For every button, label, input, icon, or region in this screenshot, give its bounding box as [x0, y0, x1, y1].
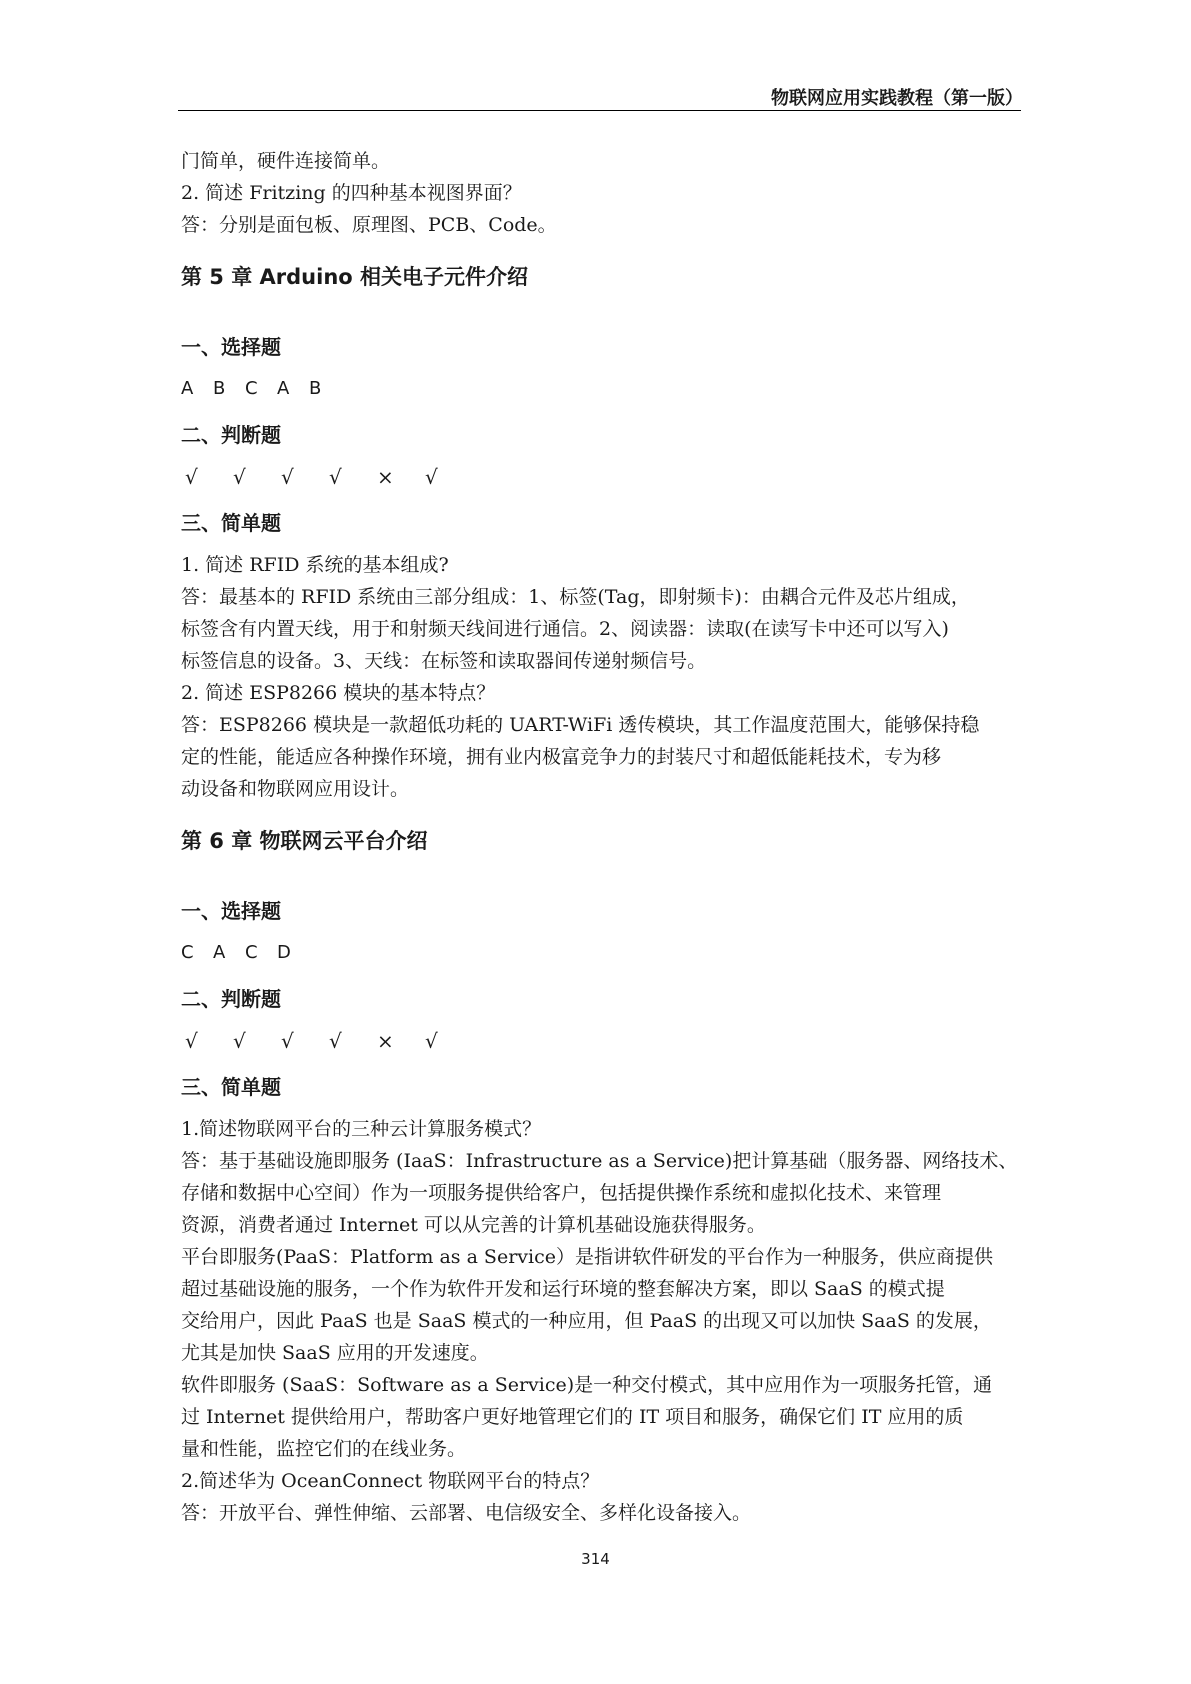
ch5-judge-heading: 二、判断题	[181, 423, 281, 447]
running-header-title: 物联网应用实践教程（第一版）	[771, 88, 1023, 109]
judge-mark: √	[425, 1029, 438, 1053]
ch6-short-line: 超过基础设施的服务，一个作为软件开发和运行环境的整套解决方案，即以 SaaS 的模式提	[181, 1278, 945, 1300]
judge-mark: √	[185, 1029, 198, 1053]
judge-mark: √	[233, 465, 246, 489]
judge-mark: √	[329, 1029, 342, 1053]
ch6-short-line: 答：开放平台、弹性伸缩、云部署、电信级安全、多样化设备接入。	[181, 1502, 752, 1524]
answer-item: A	[213, 942, 226, 963]
ch5-short-line: 定的性能，能适应各种操作环境，拥有业内极富竞争力的封装尺寸和超低能耗技术，专为移	[181, 746, 942, 768]
ch6-short-line: 量和性能，监控它们的在线业务。	[181, 1438, 467, 1460]
answer-item: C	[181, 942, 194, 963]
page-number: 314	[581, 1550, 610, 1568]
ch5-choice-heading: 一、选择题	[181, 335, 281, 359]
answer-item: B	[309, 378, 322, 399]
ch6-short-line: 尤其是加快 SaaS 应用的开发速度。	[181, 1342, 489, 1364]
ch5-short-line: 答：ESP8266 模块是一款超低功耗的 UART-WiFi 透传模块，其工作温度范围大，能够保持稳	[181, 714, 980, 736]
ch6-choice-answers	[181, 937, 1021, 969]
ch6-short-line: 2.简述华为 OceanConnect 物联网平台的特点？	[181, 1470, 600, 1492]
ch6-short-heading: 三、简单题	[181, 1075, 281, 1099]
answer-item: A	[277, 378, 290, 399]
ch6-short-line: 资源，消费者通过 Internet 可以从完善的计算机基础设施获得服务。	[181, 1214, 766, 1236]
ch5-short-line: 标签含有内置天线，用于和射频天线间进行通信。2、阅读器：读取(在读写卡中还可以写入)	[181, 618, 949, 640]
ch6-short-line: 1.简述物联网平台的三种云计算服务模式？	[181, 1118, 542, 1140]
judge-mark: √	[233, 1029, 246, 1053]
ch5-judge-answers	[185, 461, 1021, 493]
ch5-short-line: 标签信息的设备。3、天线：在标签和读取器间传递射频信号。	[181, 650, 707, 672]
ch6-short-line: 存储和数据中心空间）作为一项服务提供给客户，包括提供操作系统和虚拟化技术、来管理	[181, 1182, 942, 1204]
answer-item: B	[213, 378, 226, 399]
ch6-judge-heading: 二、判断题	[181, 987, 281, 1011]
judge-mark: √	[281, 1029, 294, 1053]
header-rule	[178, 110, 1021, 111]
intro-line: 门简单，硬件连接简单。	[181, 150, 391, 172]
intro-line: 答：分别是面包板、原理图、PCB、Code。	[181, 214, 557, 236]
answer-item: C	[245, 942, 258, 963]
judge-mark: √	[329, 465, 342, 489]
ch5-short-line: 1. 简述 RFID 系统的基本组成?	[181, 554, 449, 576]
judge-mark: √	[281, 465, 294, 489]
ch5-short-line: 答：最基本的 RFID 系统由三部分组成：1、标签(Tag，即射频卡)：由耦合元件及芯片组成，	[181, 586, 970, 608]
answer-item: C	[245, 378, 258, 399]
ch5-short-line: 2. 简述 ESP8266 模块的基本特点？	[181, 682, 496, 704]
ch6-choice-heading: 一、选择题	[181, 899, 281, 923]
judge-mark: √	[185, 465, 198, 489]
ch6-judge-answers	[185, 1025, 1021, 1057]
judge-mark: √	[425, 465, 438, 489]
intro-line: 2. 简述 Fritzing 的四种基本视图界面？	[181, 182, 522, 204]
judge-mark: ×	[377, 465, 394, 489]
ch6-short-line: 软件即服务 (SaaS：Software as a Service)是一种交付模式，其中应用作为一项服务托管，通	[181, 1374, 993, 1396]
chapter-6-title: 第 6 章 物联网云平台介绍	[181, 829, 428, 853]
ch5-short-heading: 三、简单题	[181, 511, 281, 535]
answer-item: D	[277, 942, 291, 963]
ch5-short-line: 动设备和物联网应用设计。	[181, 778, 410, 800]
ch6-short-line: 过 Internet 提供给用户，帮助客户更好地管理它们的 IT 项目和服务，确保它们 IT 应用的质	[181, 1406, 964, 1428]
ch6-short-line: 交给用户，因此 PaaS 也是 SaaS 模式的一种应用，但 PaaS 的出现又可以加快 SaaS 的发展，	[181, 1310, 992, 1332]
ch6-short-line: 平台即服务(PaaS：Platform as a Service）是指讲软件研发的平台作为一种服务，供应商提供	[181, 1246, 993, 1268]
ch6-short-line: 答：基于基础设施即服务 (IaaS：Infrastructure as a Service)把计算基础（服务器、网络技术、	[181, 1150, 1018, 1172]
chapter-5-title: 第 5 章 Arduino 相关电子元件介绍	[181, 265, 529, 289]
answer-item: A	[181, 378, 194, 399]
ch5-choice-answers	[181, 373, 1021, 405]
page-content	[181, 145, 1021, 1529]
judge-mark: ×	[377, 1029, 394, 1053]
